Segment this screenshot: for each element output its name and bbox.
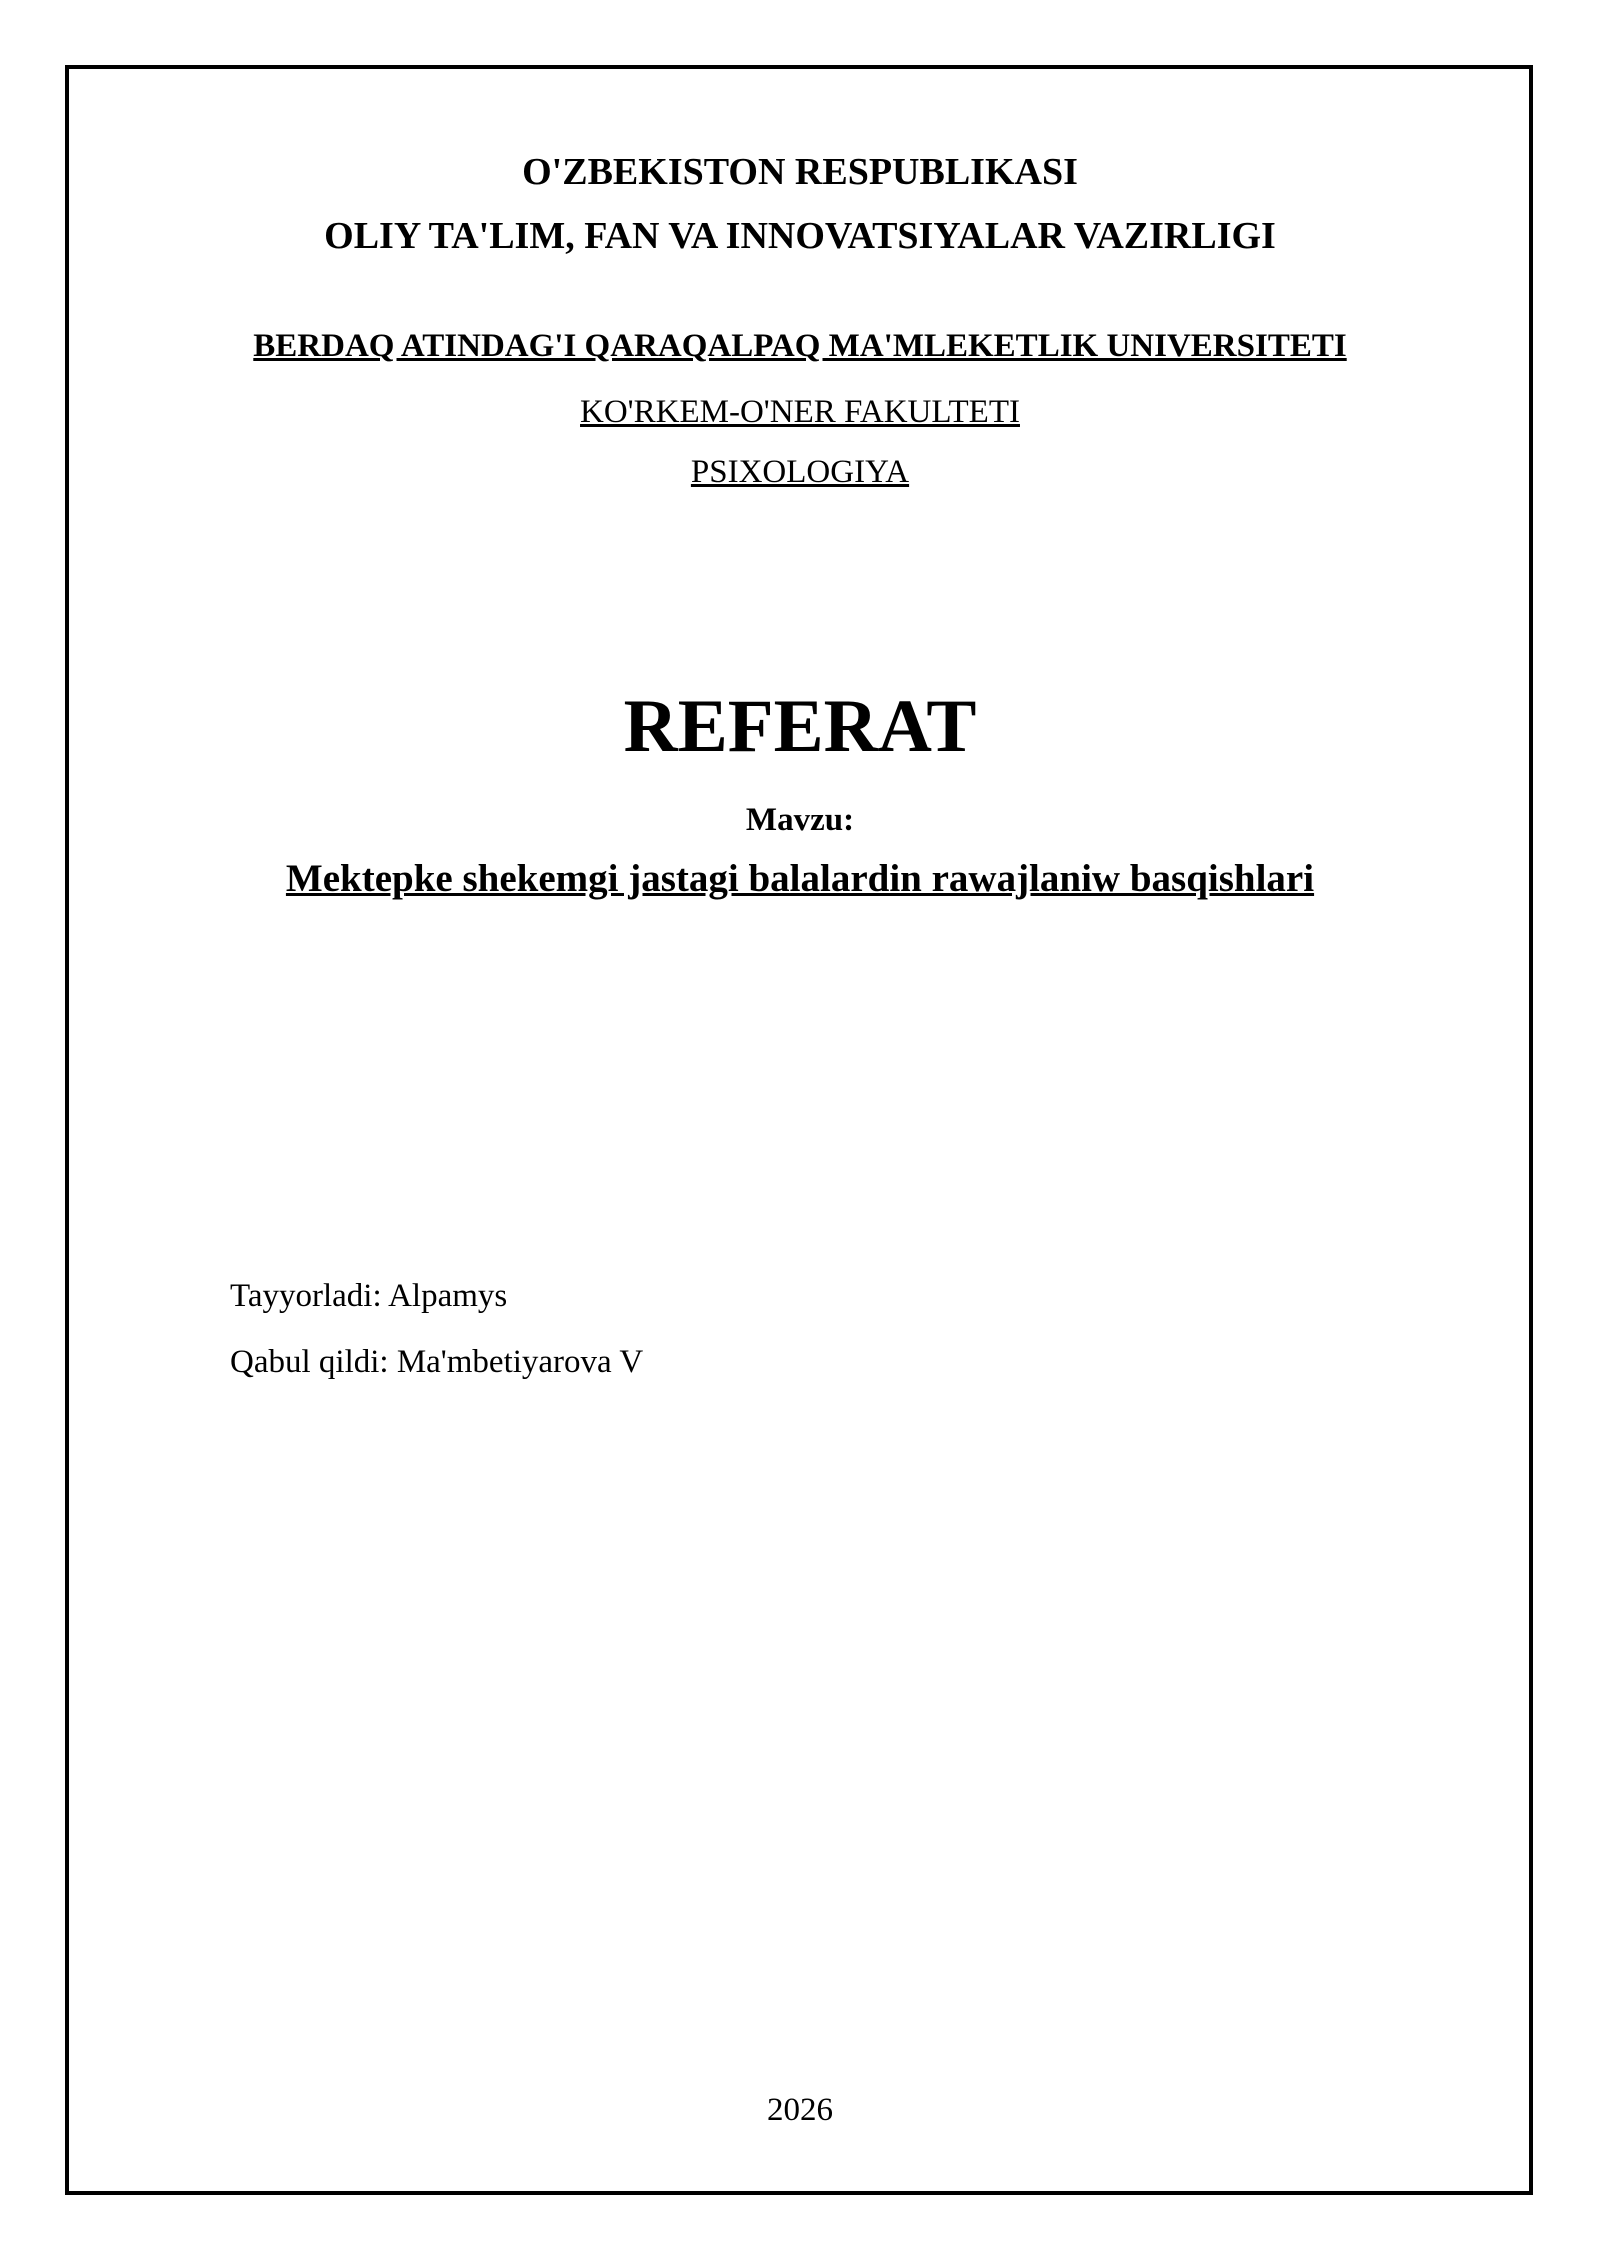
page-border bbox=[65, 65, 1533, 2195]
subject-label: Mavzu: bbox=[745, 802, 855, 838]
subject-text: Mektepke shekemgi jastagi balalardin rawajlaniw basqishlari bbox=[285, 857, 1315, 900]
university-name: BERDAQ ATINDAG'I QARAQALPAQ MA'MLEKETLIK UNIVERSITETI bbox=[253, 328, 1347, 364]
ministry-line-2: OLIY TA'LIM, FAN VA INNOVATSIYALAR VAZIRLIGI bbox=[324, 215, 1276, 257]
accepted-by: Qabul qildi: Ma'mbetiyarova V bbox=[230, 1344, 644, 1380]
prepared-by: Tayyorladi: Alpamys bbox=[230, 1278, 508, 1314]
ministry-line-1: O'ZBEKISTON RESPUBLIKASI bbox=[522, 151, 1078, 193]
department-name: PSIXOLOGIYA bbox=[690, 454, 910, 490]
year: 2026 bbox=[767, 2092, 833, 2128]
document-title: REFERAT bbox=[623, 685, 977, 768]
faculty-name: KO'RKEM-O'NER FAKULTETI bbox=[580, 394, 1020, 430]
